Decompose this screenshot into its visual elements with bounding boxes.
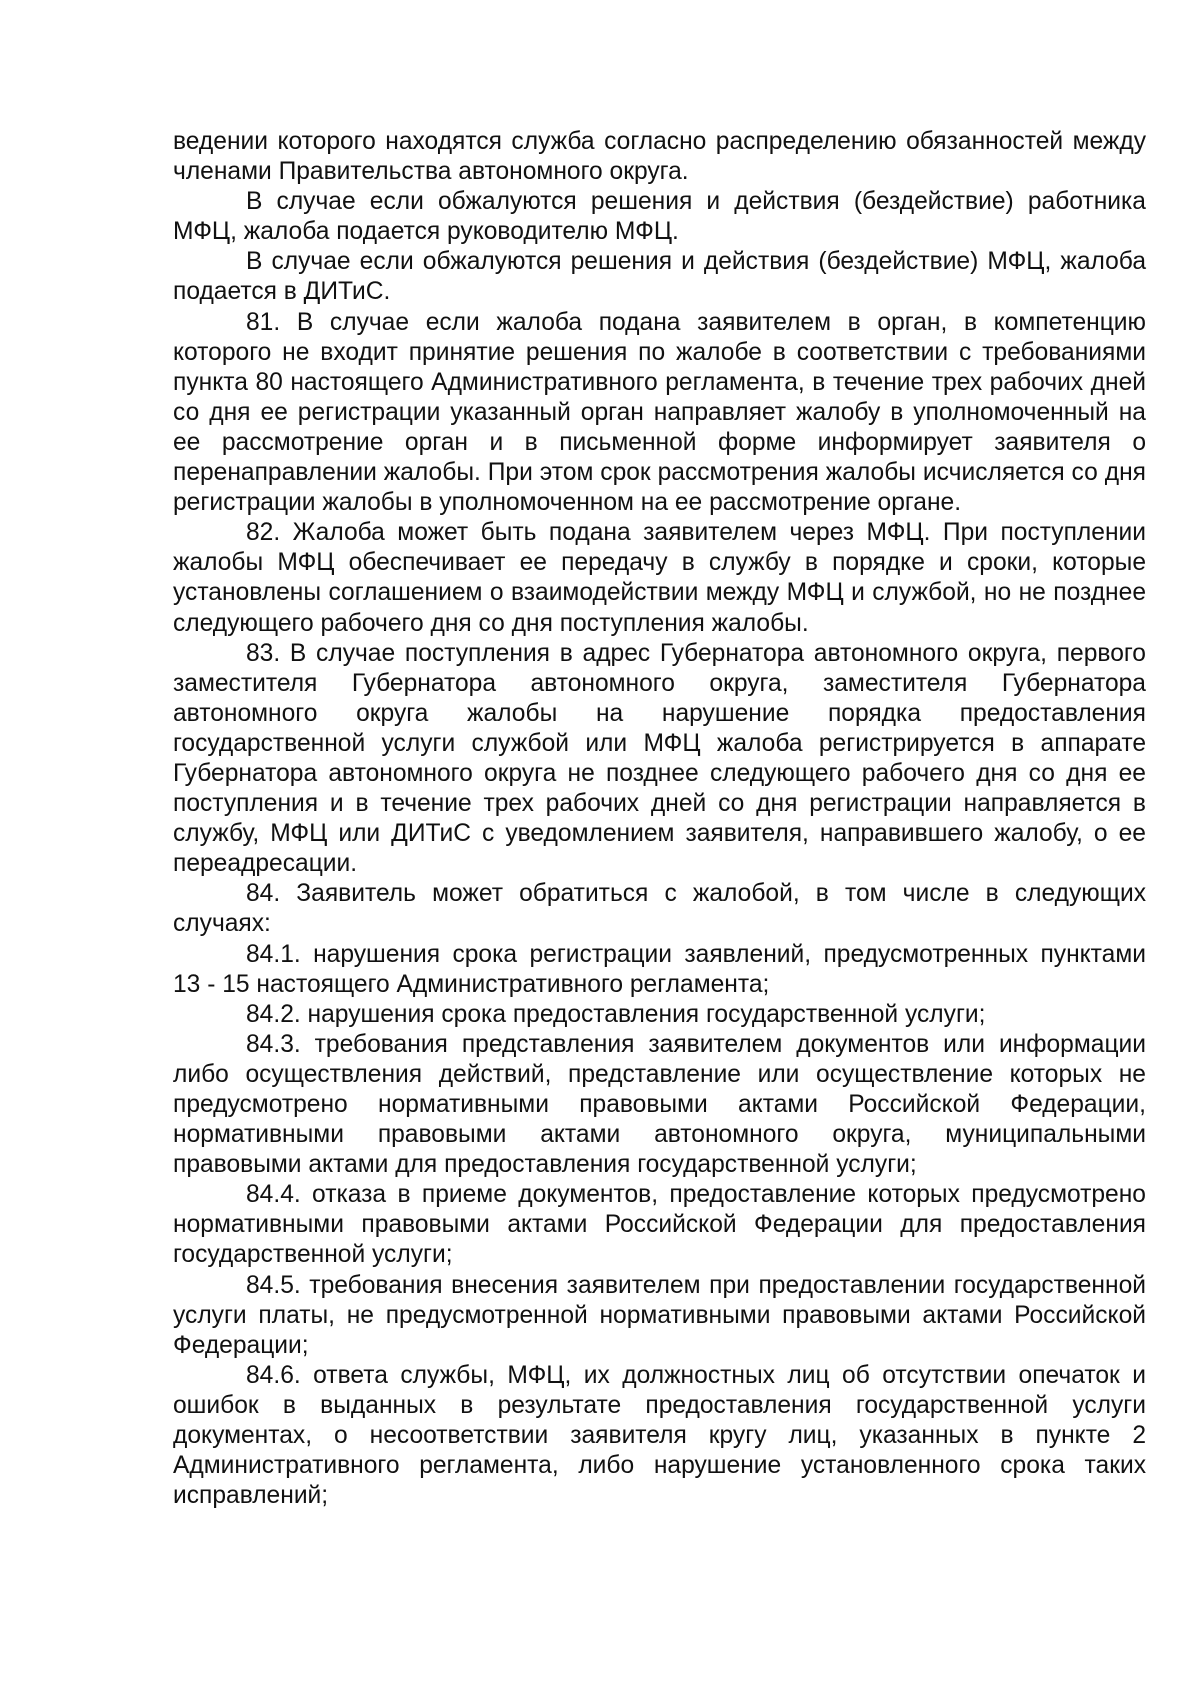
paragraph-84-3: 84.3. требования представления заявителем документов или информации либо осуществления действий, представление или осуществление которых не предусмотрено нормативными правовыми актами Российской Федерации, нормативными правовыми актами автономного округа, муниципальными правовыми актами для предоставления государственной услуги; — [173, 1030, 1146, 1179]
document-body — [173, 127, 1146, 1511]
paragraph-84-1: 84.1. нарушения срока регистрации заявлений, предусмотренных пунктами 13 - 15 настоящего Административного регламента; — [173, 940, 1146, 998]
paragraph-82: 82. Жалоба может быть подана заявителем через МФЦ. При поступлении жалобы МФЦ обеспечивает ее передачу в службу в порядке и сроки, которые установлены соглашением о взаимодействии между МФЦ и службой, но не позднее следующего рабочего дня со дня поступления жалобы. — [173, 519, 1146, 637]
paragraph-84-5: 84.5. требования внесения заявителем при предоставлении государственной услуги платы, не предусмотренной нормативными правовыми актами Российской Федерации; — [173, 1271, 1146, 1359]
paragraph-84-2: 84.2. нарушения срока предоставления государственной услуги; — [246, 1000, 986, 1028]
paragraph-mfc-complaint: В случае если обжалуются решения и действия (бездействие) МФЦ, жалоба подается в ДИТиС. — [173, 248, 1146, 306]
paragraph-84-4: 84.4. отказа в приеме документов, предоставление которых предусмотрено нормативными правовыми актами Российской Федерации для предоставления государственной услуги; — [173, 1181, 1146, 1269]
paragraph-continuation: ведении которого находятся служба согласно распределению обязанностей между членами Правительства автономного округа. — [173, 128, 1146, 186]
paragraph-84-6: 84.6. ответа службы, МФЦ, их должностных лиц об отсутствии опечаток и ошибок в выданных в результате предоставления государственной услуги документах, о несоответствии заявителя кругу лиц, указанных в пункте 2 Административного регламента, либо нарушение установленного срока таких исправлений; — [173, 1361, 1146, 1510]
paragraph-84: 84. Заявитель может обратиться с жалобой, в том числе в следующих случаях: — [173, 880, 1146, 938]
paragraph-81: 81. В случае если жалоба подана заявителем в орган, в компетенцию которого не входит принятие решения по жалобе в соответствии с требованиями пункта 80 настоящего Административного регламента, в течение трех рабочих дней со дня ее регистрации указанный орган направляет жалобу в уполномоченный на ее рассмотрение орган и в письменной форме информирует заявителя о перенаправлении жалобы. При этом срок рассмотрения жалобы исчисляется со дня регистрации жалобы в уполномоченном на ее рассмотрение органе. — [173, 308, 1146, 517]
paragraph-83: 83. В случае поступления в адрес Губернатора автономного округа, первого заместителя Губернатора автономного округа, заместителя Губернатора автономного округа жалобы на нарушение порядка предоставления государственной услуги службой или МФЦ жалоба регистрируется в аппарате Губернатора автономного округа не позднее следующего рабочего дня со дня ее поступления и в течение трех рабочих дней со дня регистрации направляется в службу, МФЦ или ДИТиС с уведомлением заявителя, направившего жалобу, о ее переадресации. — [173, 639, 1146, 878]
paragraph-mfc-worker-complaint: В случае если обжалуются решения и действия (бездействие) работника МФЦ, жалоба подается руководителю МФЦ. — [173, 188, 1146, 246]
